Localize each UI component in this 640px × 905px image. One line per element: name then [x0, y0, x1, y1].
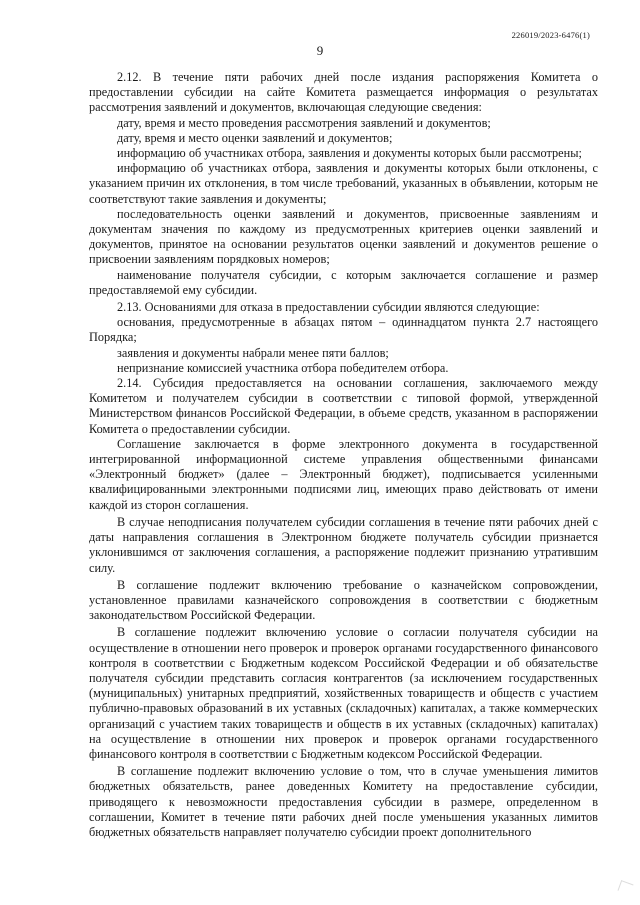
list-item-low-score: заявления и документы набрали менее пяти баллов; [117, 345, 389, 360]
list-item-grounds-2-7: основания, предусмотренные в абзацах пятом – одиннадцатом пункта 2.7 настоящего Порядка; [89, 315, 598, 345]
paragraph-limits-reduction: В соглашение подлежит включению условие о том, что в случае уменьшения лимитов бюджетных обязательств, ранее доведенных Комитету на предоставление субсидии, приводящего к невозможности предоставления субсидии в размере, определенном в соглашении, Комитет в течение пяти рабочих дней после уменьшения указанных лимитов бюджетных обязательств направляет получателю субсидии проект дополнительного [89, 764, 598, 839]
paragraph-consent-checks: В соглашение подлежит включению условие о согласии получателя субсидии на осуществление в отношении него проверок и проверок органами государственного финансового контроля в соответствии с Бюджетным кодексом Российской Федерации и об обязательстве получателя субсидии представить согласия контрагентов (за исключением государственных (муниципальных) унитарных предприятий, хозяйственных товариществ и обществ с участием публично-правовых образований в их уставных (складочных) капиталах, а также коммерческих организаций с участием таких товариществ и обществ в их уставных (складочных) капиталах) на осуществление в отношении них проверок и проверок органами государственного финансового контроля в соответствии с Бюджетным кодексом Российской Федерации. [89, 625, 598, 761]
list-item-date-review: дату, время и место проведения рассмотрения заявлений и документов; [117, 115, 491, 130]
paragraph-2-13: 2.13. Основаниями для отказа в предоставлении субсидии являются следующие: [117, 300, 540, 315]
paragraph-treasury-support: В соглашение подлежит включению требование о казначейском сопровождении, установленное правилами казначейского сопровождения в соответствии с бюджетным законодательством Российской Федерации. [89, 577, 598, 623]
paragraph-2-14: 2.14. Субсидия предоставляется на основании соглашения, заключаемого между Комитетом и получателем субсидии в соответствии с типовой формой, утвержденной Министерством финансов Российской Федерации, в объеме средств, указанном в распоряжении Комитета о предоставлении субсидии. [89, 376, 598, 436]
document-body [89, 70, 598, 840]
list-item-reviewed-participants: информацию об участниках отбора, заявления и документы которых были рассмотрены; [117, 146, 582, 161]
scan-corner-mark [618, 880, 634, 895]
page-number: 9 [316, 43, 324, 58]
document-number: 226019/2023-6476(1) [511, 30, 590, 40]
paragraph-2-12: 2.12. В течение пяти рабочих дней после издания распоряжения Комитета о предоставлении субсидии на сайте Комитета размещается информация о результатах рассмотрения заявлений и документов, включающая следующие сведения: [89, 70, 598, 115]
list-item-recipient-name: наименование получателя субсидии, с которым заключается соглашение и размер предоставляемой ему субсидии. [89, 267, 598, 297]
list-item-not-winner: непризнание комиссией участника отбора победителем отбора. [117, 360, 449, 375]
paragraph-electronic-agreement: Соглашение заключается в форме электронного документа в государственной интегрированной информационной системе управления общественными финансами «Электронный бюджет» (далее – Электронный бюджет), подписывается усиленными квалифицированными электронными подписями лиц, имеющих право действовать от имени каждой из сторон соглашения. [89, 436, 598, 512]
paragraph-non-signing: В случае неподписания получателем субсидии соглашения в течение пяти рабочих дней с даты направления соглашения в Электронном бюджете получатель субсидии признается уклонившимся от заключения соглашения, а распоряжение подлежит признанию утратившим силу. [89, 514, 598, 575]
list-item-evaluation-sequence: последовательность оценки заявлений и документов, присвоенные заявлениям и документам значения по каждому из предусмотренных критериев оценки заявлений и документов, принятое на основании результатов оценки заявлений и документов решение о присвоении заявлениям порядковых номеров; [89, 206, 598, 267]
list-item-rejected-participants: информацию об участниках отбора, заявления и документы которых были отклонены, с указанием причин их отклонения, в том числе требований, указанных в объявлении, которым не соответствуют такие заявления и документы; [89, 161, 598, 206]
list-item-date-evaluation: дату, время и место оценки заявлений и документов; [117, 130, 393, 145]
